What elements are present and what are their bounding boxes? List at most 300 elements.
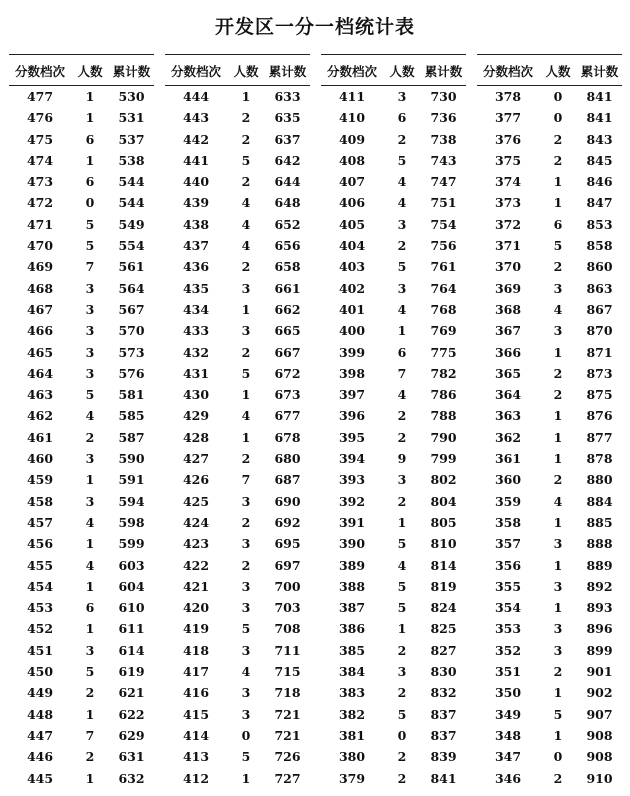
table-row [321,320,466,341]
cumulative-cell: 873 [586,365,613,381]
score-cell: 442 [182,131,210,147]
count-cell: 2 [397,749,407,765]
score-cell: 472 [26,195,54,211]
table-row [477,129,622,150]
score-cell: 385 [338,642,366,658]
count-cell: 1 [553,408,563,424]
score-cell: 372 [494,216,522,232]
score-cell: 367 [494,323,522,339]
cumulative-cell: 590 [118,451,145,467]
count-cell: 2 [241,131,251,147]
count-cell: 2 [397,408,407,424]
count-cell: 1 [85,472,95,488]
table-row [9,746,154,767]
count-cell: 4 [553,493,563,509]
score-cell: 379 [338,770,366,786]
table-row [165,682,310,703]
cumulative-cell: 751 [430,195,457,211]
cumulative-cell: 846 [586,174,613,190]
count-cell: 1 [553,557,563,573]
cumulative-cell: 786 [430,387,457,403]
count-cell: 3 [397,89,407,104]
cumulative-cell: 598 [118,514,145,530]
cumulative-cell: 652 [274,216,301,232]
score-cell: 394 [338,451,366,467]
count-cell: 2 [553,387,563,403]
count-cell: 7 [85,727,95,743]
cumulative-cell: 782 [430,365,457,381]
count-cell: 2 [241,174,251,190]
cumulative-cell: 629 [118,727,145,743]
count-cell: 3 [85,301,95,317]
table-row [165,512,310,533]
header-count: 人数 [545,64,571,79]
cumulative-cell: 902 [586,685,613,701]
table-row [9,235,154,256]
table-row [165,555,310,576]
table-row [165,618,310,639]
count-cell: 2 [553,131,563,147]
table-row [321,427,466,448]
cumulative-cell: 680 [274,451,301,467]
score-cell: 434 [182,301,210,317]
cumulative-cell: 677 [274,408,301,424]
count-cell: 2 [397,131,407,147]
score-cell: 451 [26,642,54,658]
table-header [9,62,154,80]
score-cell: 350 [494,685,522,701]
cumulative-cell: 845 [586,152,613,168]
table-row [165,256,310,277]
cumulative-cell: 880 [586,472,613,488]
table-row [321,150,466,171]
score-cell: 471 [26,216,54,232]
table-row [9,192,154,213]
table-row [165,86,310,107]
count-cell: 2 [241,514,251,530]
cumulative-cell: 775 [430,344,457,360]
score-cell: 431 [182,365,210,381]
cumulative-cell: 830 [430,664,457,680]
count-cell: 3 [241,536,251,552]
table-row [9,405,154,426]
score-cell: 428 [182,429,210,445]
count-cell: 3 [553,578,563,594]
cumulative-cell: 708 [274,621,301,637]
count-cell: 6 [85,600,95,616]
score-cell: 404 [338,238,366,254]
table-row [165,320,310,341]
count-cell: 3 [85,493,95,509]
score-cell: 474 [26,152,54,168]
cumulative-cell: 644 [274,174,301,190]
table-body [9,86,154,789]
cumulative-cell: 858 [586,238,613,254]
cumulative-cell: 726 [274,749,301,765]
table-row [321,107,466,128]
table-row [321,278,466,299]
table-row [477,427,622,448]
table-row [321,469,466,490]
score-cell: 458 [26,493,54,509]
table-row [9,618,154,639]
score-cell: 455 [26,557,54,573]
cumulative-cell: 805 [430,514,457,530]
cumulative-cell: 631 [118,749,145,765]
table-row [321,725,466,746]
count-cell: 4 [85,408,95,424]
score-cell: 468 [26,280,54,296]
cumulative-cell: 788 [430,408,457,424]
count-cell: 1 [553,429,563,445]
score-cell: 465 [26,344,54,360]
table-row [321,86,466,107]
cumulative-cell: 614 [118,642,145,658]
count-cell: 4 [241,238,251,254]
score-cell: 405 [338,216,366,232]
count-cell: 6 [85,131,95,147]
cumulative-cell: 810 [430,536,457,552]
score-cell: 422 [182,557,210,573]
table-row [165,746,310,767]
cumulative-cell: 690 [274,493,301,509]
table-row [165,214,310,235]
table-row [477,107,622,128]
count-cell: 3 [85,451,95,467]
cumulative-cell: 889 [586,557,613,573]
count-cell: 1 [553,600,563,616]
table-row [9,597,154,618]
cumulative-cell: 893 [586,600,613,616]
score-cell: 382 [338,706,366,722]
count-cell: 1 [85,578,95,594]
count-cell: 5 [397,152,407,168]
count-cell: 7 [397,365,407,381]
table-row [165,235,310,256]
score-cell: 378 [494,89,522,104]
table-row [165,384,310,405]
score-cell: 391 [338,514,366,530]
cumulative-cell: 692 [274,514,301,530]
table-row [321,299,466,320]
table-row [321,704,466,725]
score-cell: 352 [494,642,522,658]
table-row [165,768,310,789]
cumulative-cell: 832 [430,685,457,701]
count-cell: 0 [553,749,563,765]
cumulative-cell: 769 [430,323,457,339]
table-row [321,555,466,576]
count-cell: 1 [85,770,95,786]
table-row [321,491,466,512]
score-cell: 357 [494,536,522,552]
table-row [477,384,622,405]
table-row [477,171,622,192]
count-cell: 5 [85,238,95,254]
count-cell: 3 [397,280,407,296]
cumulative-cell: 561 [118,259,145,275]
score-cell: 347 [494,749,522,765]
count-cell: 7 [241,472,251,488]
table-row [477,555,622,576]
count-cell: 9 [397,451,407,467]
cumulative-cell: 756 [430,238,457,254]
table-row [9,171,154,192]
table-row [9,427,154,448]
cumulative-cell: 538 [118,152,145,168]
cumulative-cell: 656 [274,238,301,254]
table-row [321,682,466,703]
score-cell: 392 [338,493,366,509]
count-cell: 1 [85,621,95,637]
table-row [477,768,622,789]
table-header [165,62,310,80]
table-row [165,469,310,490]
count-cell: 0 [85,195,95,211]
table-header [321,62,466,80]
score-cell: 450 [26,664,54,680]
count-cell: 5 [397,706,407,722]
cumulative-cell: 837 [430,706,457,722]
table-row [321,214,466,235]
score-cell: 418 [182,642,210,658]
count-cell: 0 [397,727,407,743]
table-row [165,597,310,618]
count-cell: 6 [397,110,407,126]
cumulative-cell: 648 [274,195,301,211]
score-cell: 380 [338,749,366,765]
table-row [9,469,154,490]
score-cell: 410 [338,110,366,126]
count-cell: 3 [553,536,563,552]
count-cell: 4 [241,664,251,680]
score-cell: 433 [182,323,210,339]
cumulative-cell: 908 [586,749,613,765]
cumulative-cell: 711 [274,642,301,658]
table-row [477,278,622,299]
score-cell: 397 [338,387,366,403]
cumulative-cell: 907 [586,706,613,722]
table-row [165,107,310,128]
count-cell: 2 [397,685,407,701]
count-cell: 3 [397,664,407,680]
count-cell: 7 [85,259,95,275]
table-row [165,405,310,426]
score-cell: 452 [26,621,54,637]
cumulative-cell: 544 [118,195,145,211]
score-cell: 477 [26,89,54,104]
score-cell: 460 [26,451,54,467]
score-cell: 362 [494,429,522,445]
count-cell: 1 [397,621,407,637]
score-cell: 387 [338,600,366,616]
score-cell: 359 [494,493,522,509]
table-row [165,725,310,746]
table-row [321,597,466,618]
count-cell: 5 [85,216,95,232]
score-cell: 376 [494,131,522,147]
count-cell: 2 [85,749,95,765]
count-cell: 5 [553,238,563,254]
count-cell: 1 [553,174,563,190]
table-row [9,682,154,703]
count-cell: 1 [241,429,251,445]
cumulative-cell: 637 [274,131,301,147]
table-row [9,576,154,597]
score-cell: 363 [494,408,522,424]
table-row [9,214,154,235]
cumulative-cell: 870 [586,323,613,339]
table-row [321,640,466,661]
score-cell: 470 [26,238,54,254]
score-cell: 381 [338,727,366,743]
score-cell: 467 [26,301,54,317]
score-cell: 464 [26,365,54,381]
cumulative-cell: 860 [586,259,613,275]
score-cell: 377 [494,110,522,126]
score-cell: 445 [26,770,54,786]
cumulative-cell: 804 [430,493,457,509]
score-cell: 425 [182,493,210,509]
score-cell: 346 [494,770,522,786]
header-cumulative: 累计数 [580,64,619,79]
score-cell: 476 [26,110,54,126]
table-row [477,597,622,618]
count-cell: 1 [241,301,251,317]
table-row [165,427,310,448]
score-cell: 409 [338,131,366,147]
table-row [165,129,310,150]
count-cell: 2 [553,365,563,381]
cumulative-cell: 537 [118,131,145,147]
score-cell: 435 [182,280,210,296]
header-count: 人数 [77,64,103,79]
count-cell: 4 [397,195,407,211]
table-row [477,533,622,554]
score-cell: 348 [494,727,522,743]
count-cell: 3 [241,493,251,509]
score-cell: 462 [26,408,54,424]
table-row [165,661,310,682]
score-cell: 429 [182,408,210,424]
cumulative-cell: 824 [430,600,457,616]
count-cell: 4 [553,301,563,317]
cumulative-cell: 877 [586,429,613,445]
score-cell: 446 [26,749,54,765]
table-row [165,363,310,384]
score-cell: 419 [182,621,210,637]
cumulative-cell: 871 [586,344,613,360]
cumulative-cell: 585 [118,408,145,424]
table-row [477,704,622,725]
cumulative-cell: 761 [430,259,457,275]
cumulative-cell: 576 [118,365,145,381]
header-score: 分数档次 [326,64,377,79]
table-row [321,384,466,405]
cumulative-cell: 678 [274,429,301,445]
cumulative-cell: 738 [430,131,457,147]
score-cell: 427 [182,451,210,467]
cumulative-cell: 802 [430,472,457,488]
table-row [477,618,622,639]
table-row [477,363,622,384]
table-row [9,533,154,554]
table-row [9,555,154,576]
score-cell: 449 [26,685,54,701]
count-cell: 2 [397,493,407,509]
score-cell: 466 [26,323,54,339]
table-row [477,320,622,341]
table-row [165,640,310,661]
cumulative-cell: 633 [274,89,301,104]
score-cell: 423 [182,536,210,552]
cumulative-cell: 665 [274,323,301,339]
count-cell: 1 [85,89,95,104]
table-row [9,512,154,533]
table-row [321,171,466,192]
cumulative-cell: 730 [430,89,457,104]
score-cell: 411 [338,89,366,104]
cumulative-cell: 885 [586,514,613,530]
header-score: 分数档次 [482,64,533,79]
cumulative-cell: 697 [274,557,301,573]
count-cell: 4 [85,514,95,530]
cumulative-cell: 827 [430,642,457,658]
score-cell: 360 [494,472,522,488]
score-cell: 412 [182,770,210,786]
table-row [321,618,466,639]
table-row [321,192,466,213]
cumulative-cell: 611 [118,621,145,637]
score-cell: 375 [494,152,522,168]
table-row [321,448,466,469]
count-cell: 2 [241,344,251,360]
table-row [477,342,622,363]
cumulative-cell: 573 [118,344,145,360]
score-cell: 440 [182,174,210,190]
table-body [321,86,466,789]
cumulative-cell: 530 [118,89,145,104]
table-row [477,299,622,320]
cumulative-cell: 642 [274,152,301,168]
score-cell: 403 [338,259,366,275]
cumulative-cell: 876 [586,408,613,424]
cumulative-cell: 635 [274,110,301,126]
table-row [321,405,466,426]
table-rule-top [9,54,154,55]
table-row [165,192,310,213]
score-cell: 386 [338,621,366,637]
table-row [477,576,622,597]
table-row [9,725,154,746]
table-rule-top [321,54,466,55]
score-cell: 469 [26,259,54,275]
cumulative-cell: 841 [430,770,457,786]
count-cell: 2 [553,472,563,488]
score-cell: 463 [26,387,54,403]
cumulative-cell: 743 [430,152,457,168]
cumulative-cell: 581 [118,387,145,403]
cumulative-cell: 610 [118,600,145,616]
count-cell: 5 [241,621,251,637]
count-cell: 2 [397,429,407,445]
count-cell: 6 [397,344,407,360]
cumulative-cell: 621 [118,685,145,701]
score-cell: 406 [338,195,366,211]
count-cell: 3 [397,472,407,488]
table-row [321,768,466,789]
count-cell: 4 [85,557,95,573]
